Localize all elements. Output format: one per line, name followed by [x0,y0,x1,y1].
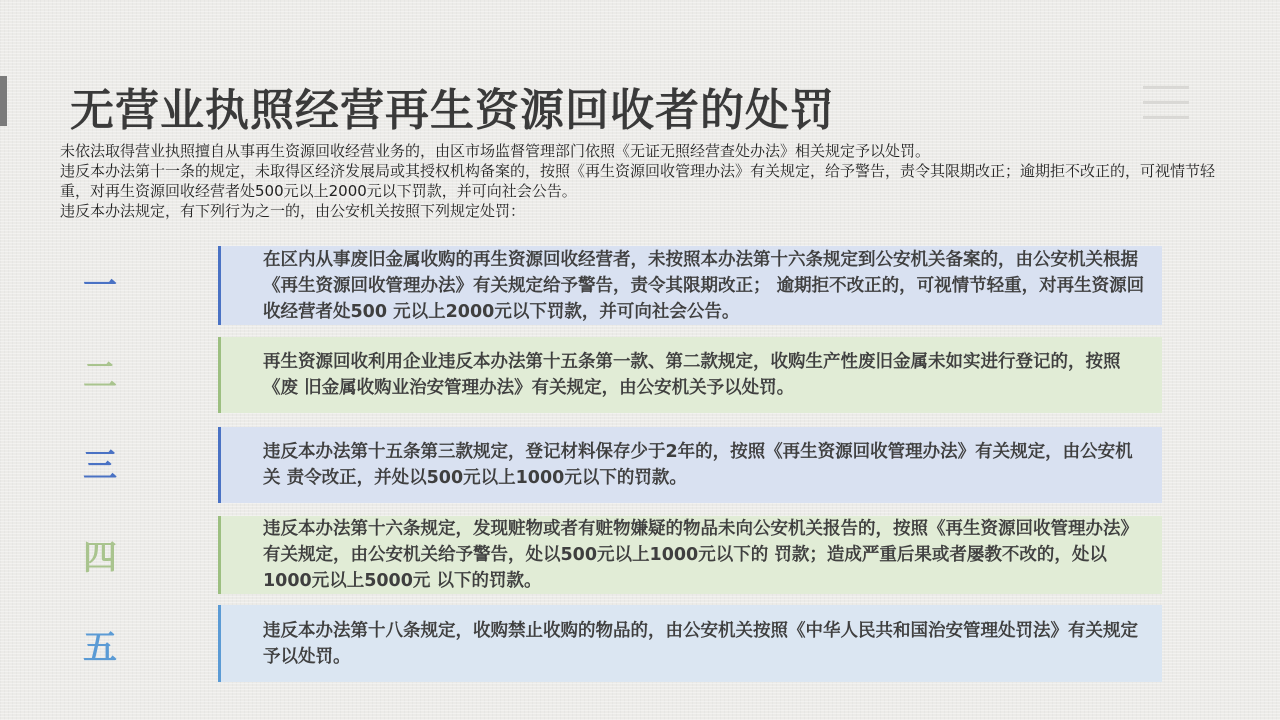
item-numeral-4: 四 [83,538,117,578]
intro-text [60,141,1230,221]
item-numeral-2: 二 [83,356,117,396]
menu-icon [1143,86,1189,120]
penalty-item-text: 在区内从事废旧金属收购的再生资源回收经营者，未按照本办法第十六条规定到公安机关备案的，由公安机关根据《再生资源回收管理办法》有关规定给予警告，责令其限期改正； 逾期拒不改正的，可视情节轻重，对再生资源回收经营者处500 元以上2000元以下罚款，并可向社会公告。 [263,249,1145,322]
penalty-item-text: 违反本办法第十八条规定，收购禁止收购的物品的，由公安机关按照《中华人民共和国治安管理处罚法》有关规定予以处罚。 [263,620,1138,667]
title-accent-bar [0,76,7,126]
penalty-item-text: 违反本办法第十五条第三款规定，登记材料保存少于2年的，按照《再生资源回收管理办法》有关规定，由公安机关 责令改正，并处以500元以上1000元以下的罚款。 [263,442,1133,488]
intro-paragraph: 违反本办法规定，有下列行为之一的，由公安机关按照下列规定处罚： [60,202,526,220]
penalty-item-text: 违反本办法第十六条规定，发现赃物或者有赃物嫌疑的物品未向公安机关报告的，按照《再生资源回收管理办法》有关规定，由公安机关给予警告，处以500元以上1000元以下的 罚款；造成严重后果或者屡教不改的，处以1000元以上5000元 以下的罚款。 [263,519,1138,591]
item-numeral-5: 五 [83,628,117,668]
penalty-item-5 [218,605,1162,682]
intro-paragraph: 违反本办法第十一条的规定，未取得区经济发展局或其授权机构备案的，按照《再生资源回收管理办法》有关规定，给予警告，责令其限期改正；逾期拒不改正的，可视情节轻重，对再生资源回收经营者处500元以上2000元以下罚款，并可向社会公告。 [60,162,1216,200]
page-title: 无营业执照经营再生资源回收者的处罚 [70,85,835,136]
item-numeral-1: 一 [83,266,117,306]
penalty-item-text: 再生资源回收利用企业违反本办法第十五条第一款、第二款规定，收购生产性废旧金属未如实进行登记的，按照《废 旧金属收购业治安管理办法》有关规定，由公安机关予以处罚。 [263,352,1121,398]
penalty-item-2 [218,337,1162,413]
penalty-item-1 [218,246,1162,325]
penalty-item-4 [218,516,1162,594]
item-numeral-3: 三 [83,446,117,486]
intro-paragraph: 未依法取得营业执照擅自从事再生资源回收经营业务的，由区市场监督管理部门依照《无证无照经营查处办法》相关规定予以处罚。 [60,142,931,160]
penalty-item-3 [218,427,1162,503]
